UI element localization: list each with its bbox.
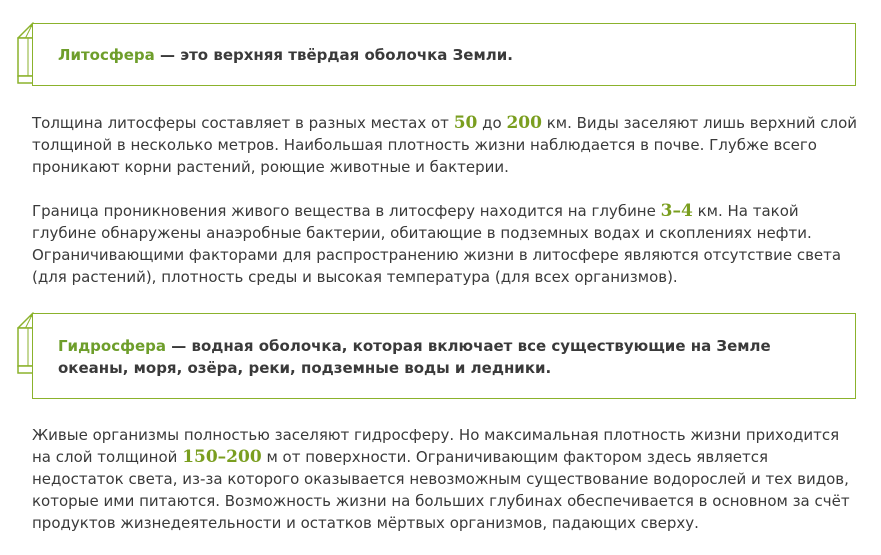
definition-hydrosphere: — водная оболочка, которая включает все существующие на Земле океаны, моря, озёра, реки, подземные воды и ледники.	[58, 337, 771, 377]
number-highlight: 3–4	[660, 201, 693, 221]
definition-box-hydrosphere	[32, 313, 856, 399]
paragraph-hydrosphere-life	[32, 424, 862, 534]
text-segment: Граница проникновения живого вещества в литосферу находится на глубине	[32, 202, 661, 220]
text-segment: Живые организмы полностью заселяют гидросферу. Но максимальная плотность жизни приходится на слой толщиной	[32, 426, 840, 466]
number-highlight: 50	[453, 113, 478, 133]
paragraph-lithosphere-boundary	[32, 200, 862, 288]
definition-text	[58, 44, 815, 66]
number-highlight: 150–200	[182, 447, 262, 467]
text-segment: м от поверхности. Ограничивающим фактором здесь является недостаток света, из-за которого оказывается невозможным существование водорослей и тех видов, которые ими питаются. Возможность жизни на больших глубинах обеспечивается в основном за счёт продуктов жизнедеятельности и остатков мёртвых организмов, падающих сверху.	[32, 448, 850, 532]
definition-lithosphere: — это верхняя твёрдая оболочка Земли.	[154, 46, 513, 64]
term-hydrosphere: Гидросфера	[58, 337, 167, 355]
definition-box-lithosphere	[32, 23, 856, 86]
text-segment: до	[477, 114, 507, 132]
text-segment: км. Виды заселяют лишь верхний слой толщиной в несколько метров. Наибольшая плотность жизни наблюдается в почве. Глубже всего проникают корни растений, роющие животные и бактерии.	[32, 114, 858, 176]
paragraph-lithosphere-thickness	[32, 112, 862, 178]
term-lithosphere: Литосфера	[58, 46, 155, 64]
number-highlight: 200	[506, 113, 542, 133]
text-segment: Толщина литосферы составляет в разных местах от	[32, 114, 454, 132]
definition-text	[58, 335, 815, 379]
text-segment: км. На такой глубине обнаружены анаэробные бактерии, обитающие в подземных водах и скоплениях нефти. Ограничивающими факторами для распространению жизни в литосфере являются отсутствие света (для растений), плотность среды и высокая температура (для всех организмов).	[32, 202, 842, 286]
